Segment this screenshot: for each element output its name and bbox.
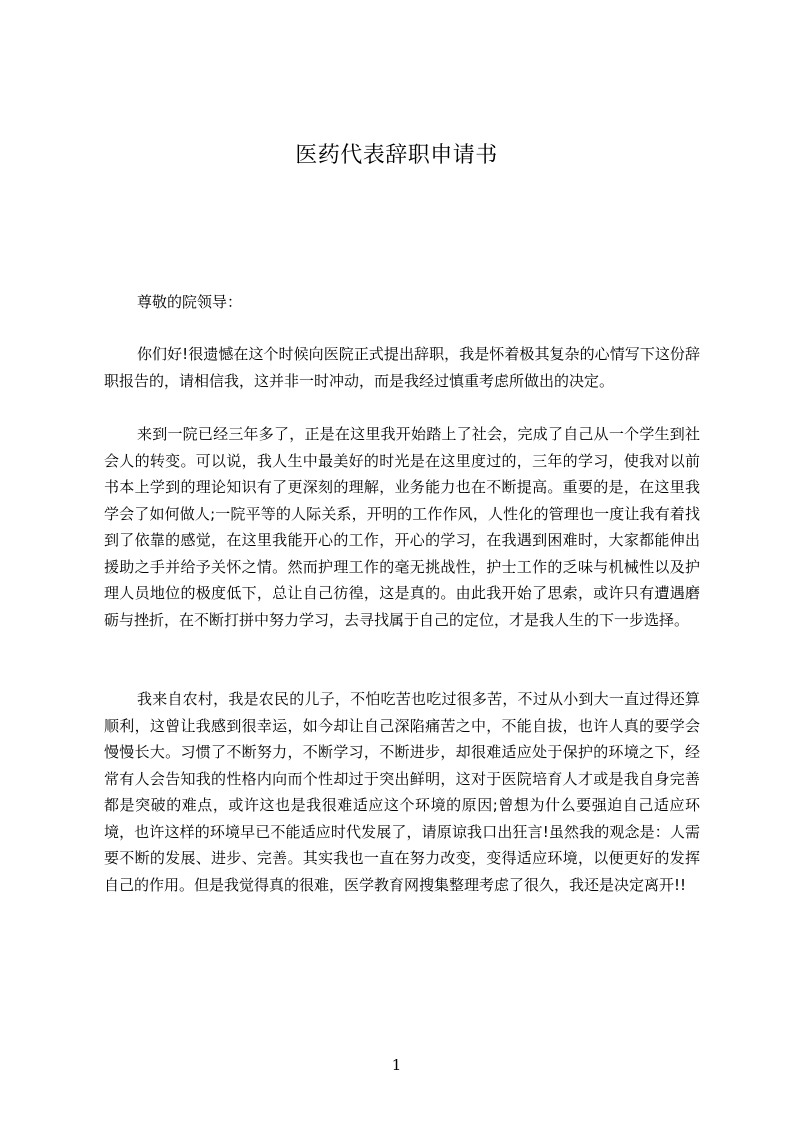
body-paragraph-1: 你们好!很遗憾在这个时候向医院正式提出辞职，我是怀着极其复杂的心情写下这份辞职报告的，请相信我，这并非一时冲动，而是我经过慎重考虑所做出的决定。 [104,345,700,390]
salutation: 尊敬的院领导： [137,293,243,311]
document-title: 医药代表辞职申请书 [295,143,498,168]
page-number: 1 [391,1056,402,1074]
body-paragraph-2: 来到一院已经三年多了，正是在这里我开始踏上了社会，完成了自己从一个学生到社会人的转变。可以说，我人生中最美好的时光是在这里度过的，三年的学习，使我对以前书本上学到的理论知识有了更深刻的理解，业务能力也在不断提高。重要的是，在这里我学会了如何做人;一院平等的人际关系，开明的工作作风，人性化的管理也一度让我有着找到了依靠的感觉，在这里我能开心的工作，开心的学习，在我遇到困难时，大家都能伸出援助之手并给予关怀之情。然而护理工作的毫无挑战性，护士工作的乏味与机械性以及护理人员地位的极度低下，总让自己彷徨，这是真的。由此我开始了思索，或许只有遭遇磨砺与挫折，在不断打拼中努力学习，去寻找属于自己的定位，才是我人生的下一步选择。 [104,425,700,629]
body-paragraph-3: 我来自农村，我是农民的儿子，不怕吃苦也吃过很多苦，不过从小到大一直过得还算顺利，这曾让我感到很幸运，如今却让自己深陷痛苦之中，不能自拔，也许人真的要学会慢慢长大。习惯了不断努力，不断学习，不断进步，却很难适应处于保护的环境之下，经常有人会告知我的性格内向而个性却过于突出鲜明，这对于医院培育人才或是我自身完善都是突破的难点，或许这也是我很难适应这个环境的原因;曾想为什么要强迫自己适应环境，也许这样的环境早已不能适应时代发展了，请原谅我口出狂言!虽然我的观念是：人需要不断的发展、进步、完善。其实我也一直在努力改变，变得适应环境，以便更好的发挥自己的作用。但是我觉得真的很难，医学教育网搜集整理考虑了很久，我还是决定离开!! [104,690,700,894]
